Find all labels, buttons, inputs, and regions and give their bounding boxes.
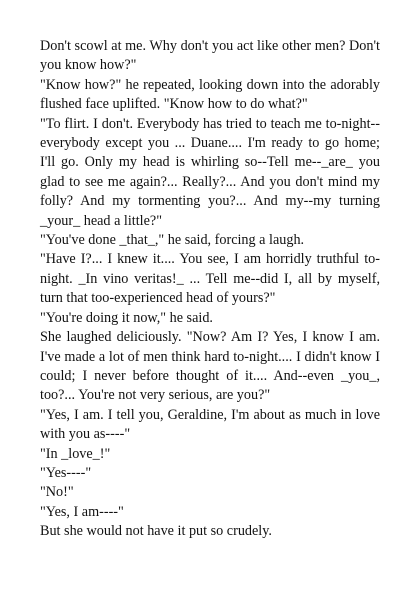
paragraph: "Yes, I am. I tell you, Geraldine, I'm about as much in love with you as----" [40,406,380,443]
paragraph: "Yes, I am----" [40,503,124,520]
document-page [40,37,380,542]
paragraph: "Know how?" he repeated, looking down into the adorably flushed face uplifted. "Know how to do what?" [40,76,380,113]
paragraph: "You've done _that_," he said, forcing a laugh. [40,232,305,249]
paragraph: "In _love_!" [40,445,111,462]
paragraph: But she would not have it put so crudely. [40,523,272,540]
paragraph: "No!" [40,484,74,501]
paragraph: "To flirt. I don't. Everybody has tried to teach me to-night--everybody except you ... Duane.... I'm ready to go home; I'll go. Only my head is whirling so--Tell me--_are_ you glad to see me again?... Really?... And you don't mind my folly? And my tormenting you?... And my--my turning _your_ head a little?" [40,115,380,229]
paragraph: "Yes----" [40,464,92,481]
paragraph: Don't scowl at me. Why don't you act like other men? Don't you know how?" [40,38,380,74]
paragraph: She laughed deliciously. "Now? Am I? Yes, I know I am. I've made a lot of men think hard to-night.... I didn't know I could; I never before thought of it.... And--even _you_, too?... You're not very serious, are you?" [40,329,380,404]
paragraph: "You're doing it now," he said. [40,309,213,326]
paragraph: "Have I?... I knew it.... You see, I am horridly truthful to-night. _In vino veritas!_ ... Tell me--did I, all by myself, turn that too-experienced head of yours?" [40,251,380,307]
